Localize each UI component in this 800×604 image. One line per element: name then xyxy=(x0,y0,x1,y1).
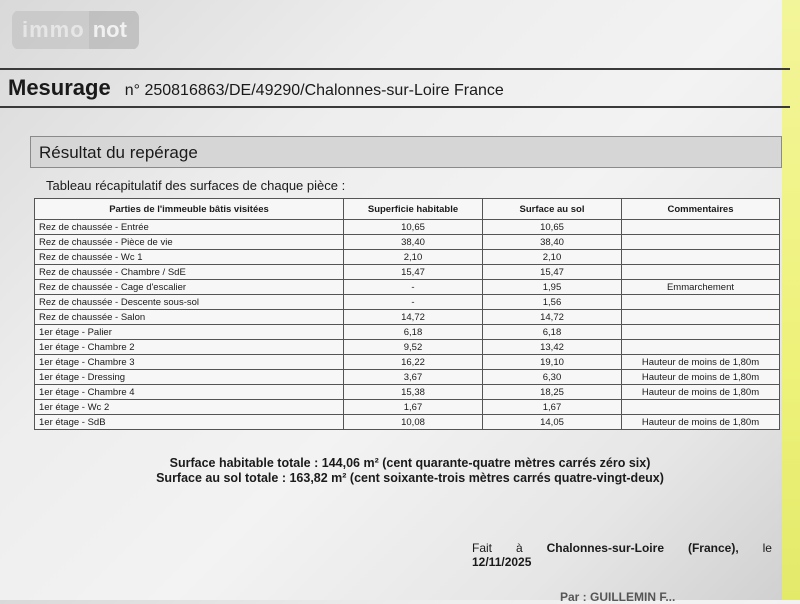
cell-habitable: 16,22 xyxy=(344,355,483,370)
cell-commentaire: Hauteur de moins de 1,80m xyxy=(622,370,780,385)
watermark-part1: immo xyxy=(12,11,89,49)
watermark-logo xyxy=(12,10,139,50)
cell-sol: 6,30 xyxy=(483,370,622,385)
cell-commentaire xyxy=(622,325,780,340)
table-header-row xyxy=(35,199,780,220)
cell-commentaire xyxy=(622,235,780,250)
sig-place: Chalonnes-sur-Loire xyxy=(546,541,664,555)
cell-partie: Rez de chaussée - Descente sous-sol xyxy=(35,295,344,310)
cell-partie: 1er étage - Chambre 2 xyxy=(35,340,344,355)
cell-partie: Rez de chaussée - Salon xyxy=(35,310,344,325)
table-row xyxy=(35,220,780,235)
sig-fait: Fait xyxy=(472,541,493,555)
cell-partie: 1er étage - Chambre 3 xyxy=(35,355,344,370)
cell-commentaire: Hauteur de moins de 1,80m xyxy=(622,415,780,430)
cell-commentaire: Hauteur de moins de 1,80m xyxy=(622,355,780,370)
watermark-part2: not xyxy=(89,11,139,49)
cell-sol: 14,05 xyxy=(483,415,622,430)
document-title: Mesurage xyxy=(8,75,111,100)
table-row xyxy=(35,265,780,280)
sig-country: (France), xyxy=(687,541,739,555)
cell-commentaire xyxy=(622,340,780,355)
cell-habitable: 9,52 xyxy=(344,340,483,355)
totals-block xyxy=(100,456,720,486)
cell-partie: 1er étage - Chambre 4 xyxy=(35,385,344,400)
section-title: Résultat du repérage xyxy=(30,136,782,168)
col-header-sol: Surface au sol xyxy=(483,199,622,220)
table-row xyxy=(35,340,780,355)
table-row xyxy=(35,385,780,400)
cell-sol: 2,10 xyxy=(483,250,622,265)
table-row xyxy=(35,235,780,250)
table-row xyxy=(35,280,780,295)
cell-sol: 13,42 xyxy=(483,340,622,355)
sig-le: le xyxy=(762,541,772,555)
cell-habitable: - xyxy=(344,280,483,295)
cell-partie: Rez de chaussée - Chambre / SdE xyxy=(35,265,344,280)
table-row xyxy=(35,400,780,415)
table-row xyxy=(35,415,780,430)
cell-habitable: - xyxy=(344,295,483,310)
table-row xyxy=(35,325,780,340)
cell-sol: 38,40 xyxy=(483,235,622,250)
document-title-bar xyxy=(0,68,790,108)
cell-habitable: 1,67 xyxy=(344,400,483,415)
cell-sol: 18,25 xyxy=(483,385,622,400)
total-habitable: Surface habitable totale : 144,06 m² (cent quarante-quatre mètres carrés zéro six) xyxy=(169,456,651,470)
sig-a: à xyxy=(515,541,523,555)
table-row xyxy=(35,250,780,265)
cell-sol: 14,72 xyxy=(483,310,622,325)
table-row xyxy=(35,310,780,325)
col-header-commentaires: Commentaires xyxy=(622,199,780,220)
cell-sol: 10,65 xyxy=(483,220,622,235)
cell-sol: 19,10 xyxy=(483,355,622,370)
cell-commentaire xyxy=(622,400,780,415)
cutoff-text: Par : GUILLEMIN F... xyxy=(560,590,676,604)
cell-commentaire xyxy=(622,250,780,265)
cell-commentaire xyxy=(622,310,780,325)
cell-partie: Rez de chaussée - Cage d'escalier xyxy=(35,280,344,295)
cell-partie: Rez de chaussée - Wc 1 xyxy=(35,250,344,265)
table-row xyxy=(35,370,780,385)
cell-sol: 15,47 xyxy=(483,265,622,280)
table-body xyxy=(35,220,780,430)
cell-sol: 1,95 xyxy=(483,280,622,295)
cell-habitable: 14,72 xyxy=(344,310,483,325)
cell-sol: 1,67 xyxy=(483,400,622,415)
table-row xyxy=(35,355,780,370)
cell-partie: 1er étage - Wc 2 xyxy=(35,400,344,415)
document-reference: n° 250816863/DE/49290/Chalonnes-sur-Loire France xyxy=(124,82,504,99)
cell-commentaire xyxy=(622,295,780,310)
cell-partie: 1er étage - Palier xyxy=(35,325,344,340)
sig-date: 12/11/2025 xyxy=(472,555,532,569)
cell-sol: 1,56 xyxy=(483,295,622,310)
cell-commentaire xyxy=(622,265,780,280)
col-header-habitable: Superficie habitable xyxy=(344,199,483,220)
cell-partie: Rez de chaussée - Entrée xyxy=(35,220,344,235)
cell-commentaire: Hauteur de moins de 1,80m xyxy=(622,385,780,400)
cell-habitable: 10,08 xyxy=(344,415,483,430)
surfaces-table xyxy=(34,198,780,430)
table-row xyxy=(35,295,780,310)
cell-commentaire xyxy=(622,220,780,235)
cell-partie: 1er étage - SdB xyxy=(35,415,344,430)
cell-commentaire: Emmarchement xyxy=(622,280,780,295)
total-sol: Surface au sol totale : 163,82 m² (cent soixante-trois mètres carrés quatre-vingt-deux) xyxy=(156,471,664,485)
col-header-parties: Parties de l'immeuble bâtis visitées xyxy=(35,199,344,220)
cell-partie: 1er étage - Dressing xyxy=(35,370,344,385)
cell-habitable: 6,18 xyxy=(344,325,483,340)
cell-habitable: 3,67 xyxy=(344,370,483,385)
cell-habitable: 38,40 xyxy=(344,235,483,250)
cell-habitable: 15,38 xyxy=(344,385,483,400)
cell-habitable: 15,47 xyxy=(344,265,483,280)
cell-habitable: 2,10 xyxy=(344,250,483,265)
table-caption: Tableau récapitulatif des surfaces de chaque pièce : xyxy=(46,178,346,193)
signature-block xyxy=(472,541,772,569)
cell-partie: Rez de chaussée - Pièce de vie xyxy=(35,235,344,250)
cell-habitable: 10,65 xyxy=(344,220,483,235)
cell-sol: 6,18 xyxy=(483,325,622,340)
